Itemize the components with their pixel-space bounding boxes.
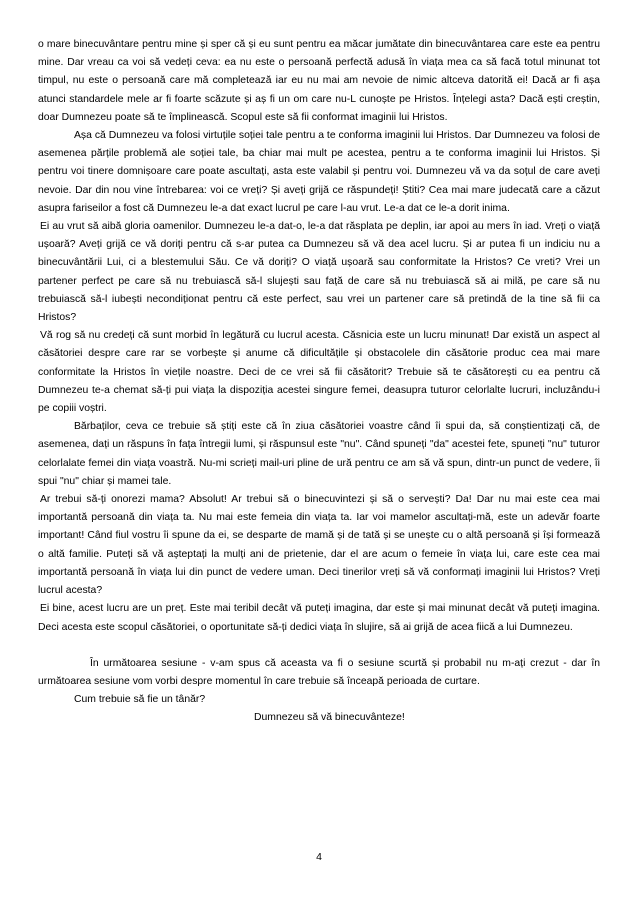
- page-number: 4: [316, 852, 322, 863]
- paragraph-7: Ei bine, acest lucru are un preț. Este mai teribil decât vă puteți imagina, dar este și mai minunat decât vă puteți imagina. Deci acesta este scopul căsătoriei, o oportunitate să-ți dedici viața în slujire, să ai grijă de acea fiică a lui Dumnezeu.: [38, 603, 600, 633]
- paragraph-gap: [38, 637, 600, 655]
- closing-blessing: Dumnezeu să vă binecuvânteze!: [254, 712, 405, 724]
- paragraph-8: În următoarea sesiune - v-am spus că aceasta va fi o sesiune scurtă și probabil nu m-ați crezut - dar în următoarea sesiune vom vorbi despre momentul în care trebuie să înceapă perioada de curtare.: [38, 657, 600, 687]
- paragraph-1: o mare binecuvântare pentru mine și sper că și eu sunt pentru ea măcar jumătate din binecuvântarea care este ea pentru mine. Dar vreau ca voi să vedeți ceva: ea nu este o persoană perfectă adusă în viața mea ca să facă totul minunat tot timpul, nu este o persoană care mă completează iar eu nu mai am nevoie de nimic altceva datorită ei! Dacă ar fi așa atunci standardele mele ar fi foarte scăzute și aș fi un om care nu-L cunoște pe Hristos. Înțelegi asta? Dacă ești creștin, doar Dumnezeu poate să te împlinească. Scopul este să fii conformat imaginii lui Hristos.: [38, 39, 600, 123]
- paragraph-5: Bărbaților, ceva ce trebuie să știți este că în ziua căsătoriei voastre când îi spui da, să conștientizați că, de asemenea, dați un răspuns în fața întregii lumi, și răspunsul este "nu". Când spuneți "da" acestei fete, spuneți "nu" tuturor celorlalate femei din viața voastră. Nu-mi scrieți mail-uri pline de ură pentru ce am să vă spun, dintr-un punct de vedere, îi spui "nu" chiar și mamei tale.: [38, 421, 600, 487]
- paragraph-4: Vă rog să nu credeți că sunt morbid în legătură cu lucrul acesta. Căsnicia este un lucru minunat! Dar există un aspect al căsătoriei despre care rar se vorbește și anume că dificultățile și obstacolele din căsătorie produc cea mai mare conformitate la Hristos în viețile noastre. Deci de ce vrei să fii căsătorit? Trebuie să te căsătorești cu ea pentru că Dumnezeu te-a chemat să-ți pui viața la dispoziția acestei singure femei, deasupra tuturor celorlalte lucruri, incluzându-i pe copiii voștri.: [38, 330, 600, 415]
- document-page: [38, 36, 600, 728]
- paragraph-2: Așa că Dumnezeu va folosi virtuțile soției tale pentru a te conforma imaginii lui Hristos. Dar Dumnezeu va folosi de asemenea părțile problemă ale soției tale, ba chiar mai mult pe acestea, pentru a te conforma imaginii lui Hristos. Și pentru voi tinere domnișoare care poate ascultați, asta este valabil și pentru voi. Dumnezeu vă va da soțul de care aveți nevoie. Dar din nou vine întrebarea: voi ce vreți? Și aveți grijă ce răspundeți! Știti? Cea mai mare judecată care a căzut asupra fariseilor a fost că Dumnezeu le-a dat exact lucrul pe care l-au vrut. Le-a dat ce le-a dorit inima.: [38, 130, 600, 214]
- paragraph-3: Ei au vrut să aibă gloria oamenilor. Dumnezeu le-a dat-o, le-a dat răsplata pe deplin, iar apoi au mers în iad. Vreți o viață ușoară? Aveți grijă ce vă doriți pentru că s-ar putea ca Dumnezeu să vă dea acel lucru. Și ar putea fi un indiciu nu a binecuvântării Lui, ci a blestemului Său. Ce vă doriți? O viață ușoară sau conformitate la Hristos? Ce vreti? Vrei un partener perfect pe care să nu trebuiască să-l slujești sau față de care să nu trebuiască să ai milă, pe care să nu trebuiască să-l iubești necondiționat pentru că este perfect, sau vrei un partener care să pretindă de la tine să fii ca Hristos?: [38, 221, 600, 324]
- closing-question: Cum trebuie să fie un tânăr?: [74, 694, 206, 706]
- paragraph-6: Ar trebui să-ți onorezi mama? Absolut! Ar trebui să o binecuvintezi și să o servești? Da! Dar nu mai este cea mai importantă persoană din viața ta. Nu mai este femeia din viața ta. Iar voi mamelor ascultați-mă, este un adevăr foarte important! Când fiul vostru îi spune da ei, se desparte de mamă și de tată și se unește cu o altă persoană și își formează o altă familie. Puteți să vă așteptați la mulți ani de prietenie, dar el are acum o femeie în viața lui, care este cea mai importantă persoană în viața lui din punct de vedere uman. Deci tinerilor vreți să vă conformați imaginii lui Hristos? Vreți lucrul acesta?: [38, 494, 600, 597]
